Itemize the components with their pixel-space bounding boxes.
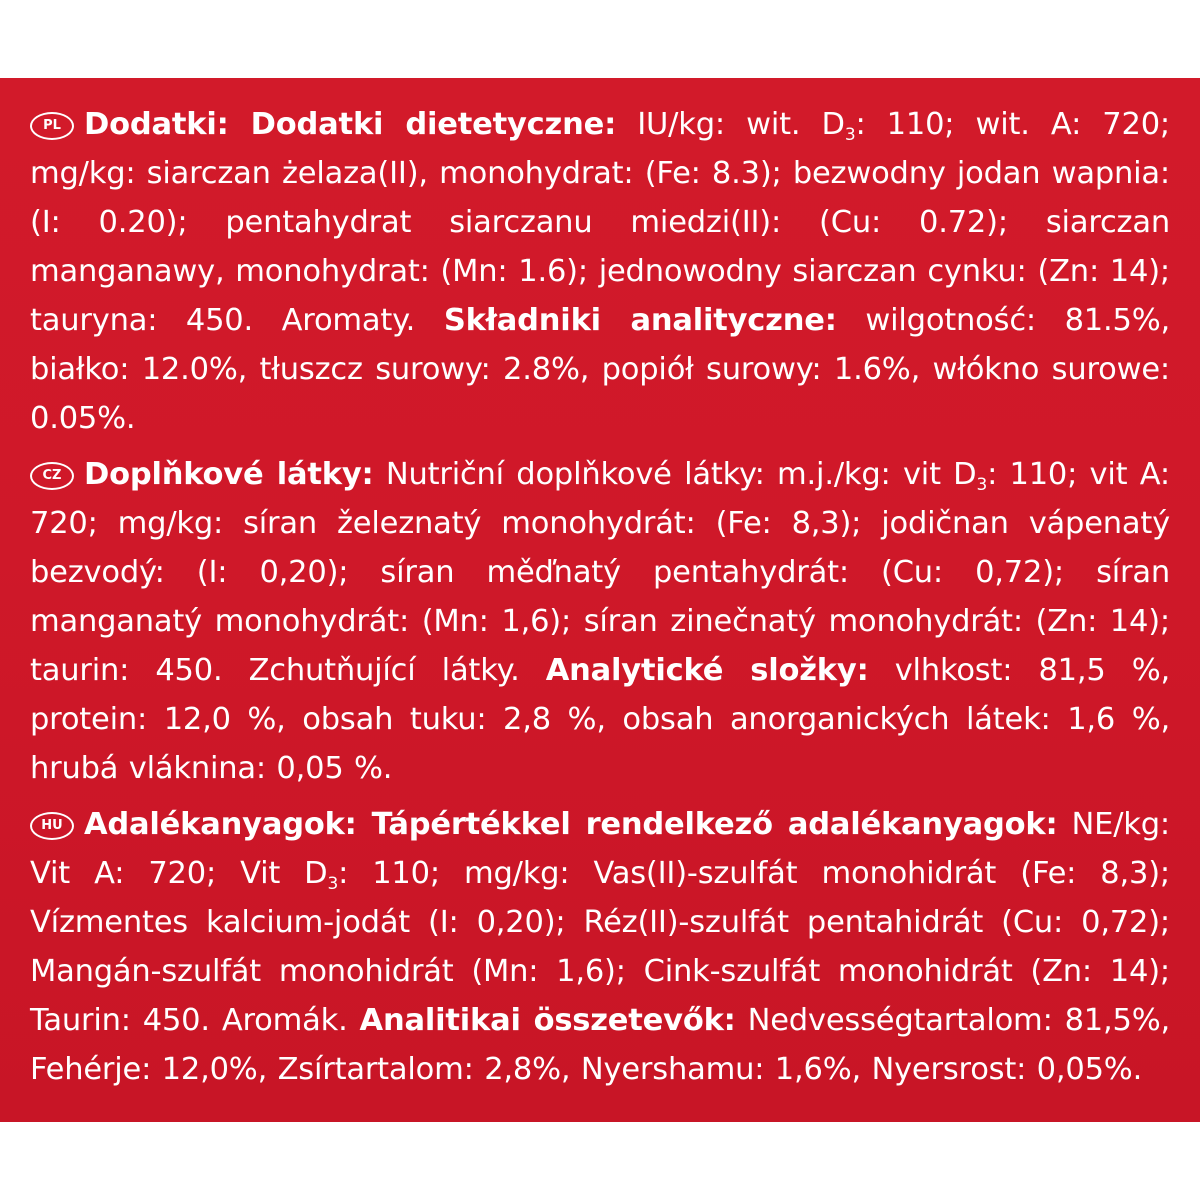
ingredients-block-pl [30, 100, 1170, 443]
additives-text-pl-part2: : 110; wit. A: 720; mg/kg: siarczan żelaza(II), monohydrat: (Fe: 8.3); bezwodny jodan wapnia: (I: 0.20); pentahydrat siarczanu miedzi(II): (Cu: 0.72); siarczan manganawy, monohydrat: (Mn: 1.6); jednowodny siarczan cynku: (Zn: 14); tauryna: 450. Aromaty. [30, 107, 1170, 338]
ingredients-block-hu [30, 800, 1170, 1094]
analytical-text-hu: Nedvességtartalom: 81,5%, Fehérje: 12,0%, Zsírtartalom: 2,8%, Nyershamu: 1,6%, Nyersrost: 0,05%. [30, 1003, 1170, 1087]
additives-heading-cz: Doplňkové látky: [84, 457, 374, 492]
language-badge-pl: PL [30, 112, 74, 140]
analytical-text-pl: wilgotność: 81.5%, białko: 12.0%, tłuszcz surowy: 2.8%, popiół surowy: 1.6%, włókno surowe: 0.05%. [30, 303, 1170, 436]
additives-text-cz-part1: Nutriční doplňkové látky: m.j./kg: vit D [373, 457, 977, 492]
language-badge-cz: CZ [30, 462, 74, 490]
additives-text-pl-part1: IU/kg: wit. D [616, 107, 845, 142]
package-label-panel [0, 78, 1200, 1122]
additives-text-hu-part2: : 110; mg/kg: Vas(II)-szulfát monohidrát (Fe: 8,3); Vízmentes kalcium-jodát (I: 0,20); Réz(II)-szulfát pentahidrát (Cu: 0,72); Mangán-szulfát monohidrát (Mn: 1,6); Cink-szulfát monohidrát (Zn: 14); Taurin: 450. Aromák. [30, 856, 1170, 1038]
vitamin-d-subscript-hu: 3 [327, 874, 339, 894]
vitamin-d-subscript-pl: 3 [844, 125, 856, 145]
analytical-heading-hu: Analitikai összetevők: [359, 1003, 736, 1038]
additives-heading-pl: Dodatki: Dodatki dietetyczne: [84, 107, 617, 142]
additives-text-hu-part1: NE/kg: Vit A: 720; Vit D [30, 807, 1170, 891]
analytical-text-cz: vlhkost: 81,5 %, protein: 12,0 %, obsah tuku: 2,8 %, obsah anorganických látek: 1,6 %, hrubá vláknina: 0,05 %. [30, 653, 1170, 786]
vitamin-d-subscript-cz: 3 [976, 475, 988, 495]
additives-text-cz-part2: : 110; vit A: 720; mg/kg: síran železnatý monohydrát: (Fe: 8,3); jodičnan vápenatý bezvodý: (I: 0,20); síran měďnatý pentahydrát: (Cu: 0,72); síran manganatý monohydrát: (Mn: 1,6); síran zinečnatý monohydrát: (Zn: 14); taurin: 450. Zchutňující látky. [30, 457, 1170, 688]
language-badge-hu: HU [30, 812, 74, 840]
ingredients-block-cz [30, 450, 1170, 793]
analytical-heading-pl: Składniki analityczne: [443, 303, 837, 338]
analytical-heading-cz: Analytické složky: [545, 653, 869, 688]
additives-heading-hu: Adalékanyagok: Tápértékkel rendelkező adalékanyagok: [84, 807, 1058, 842]
